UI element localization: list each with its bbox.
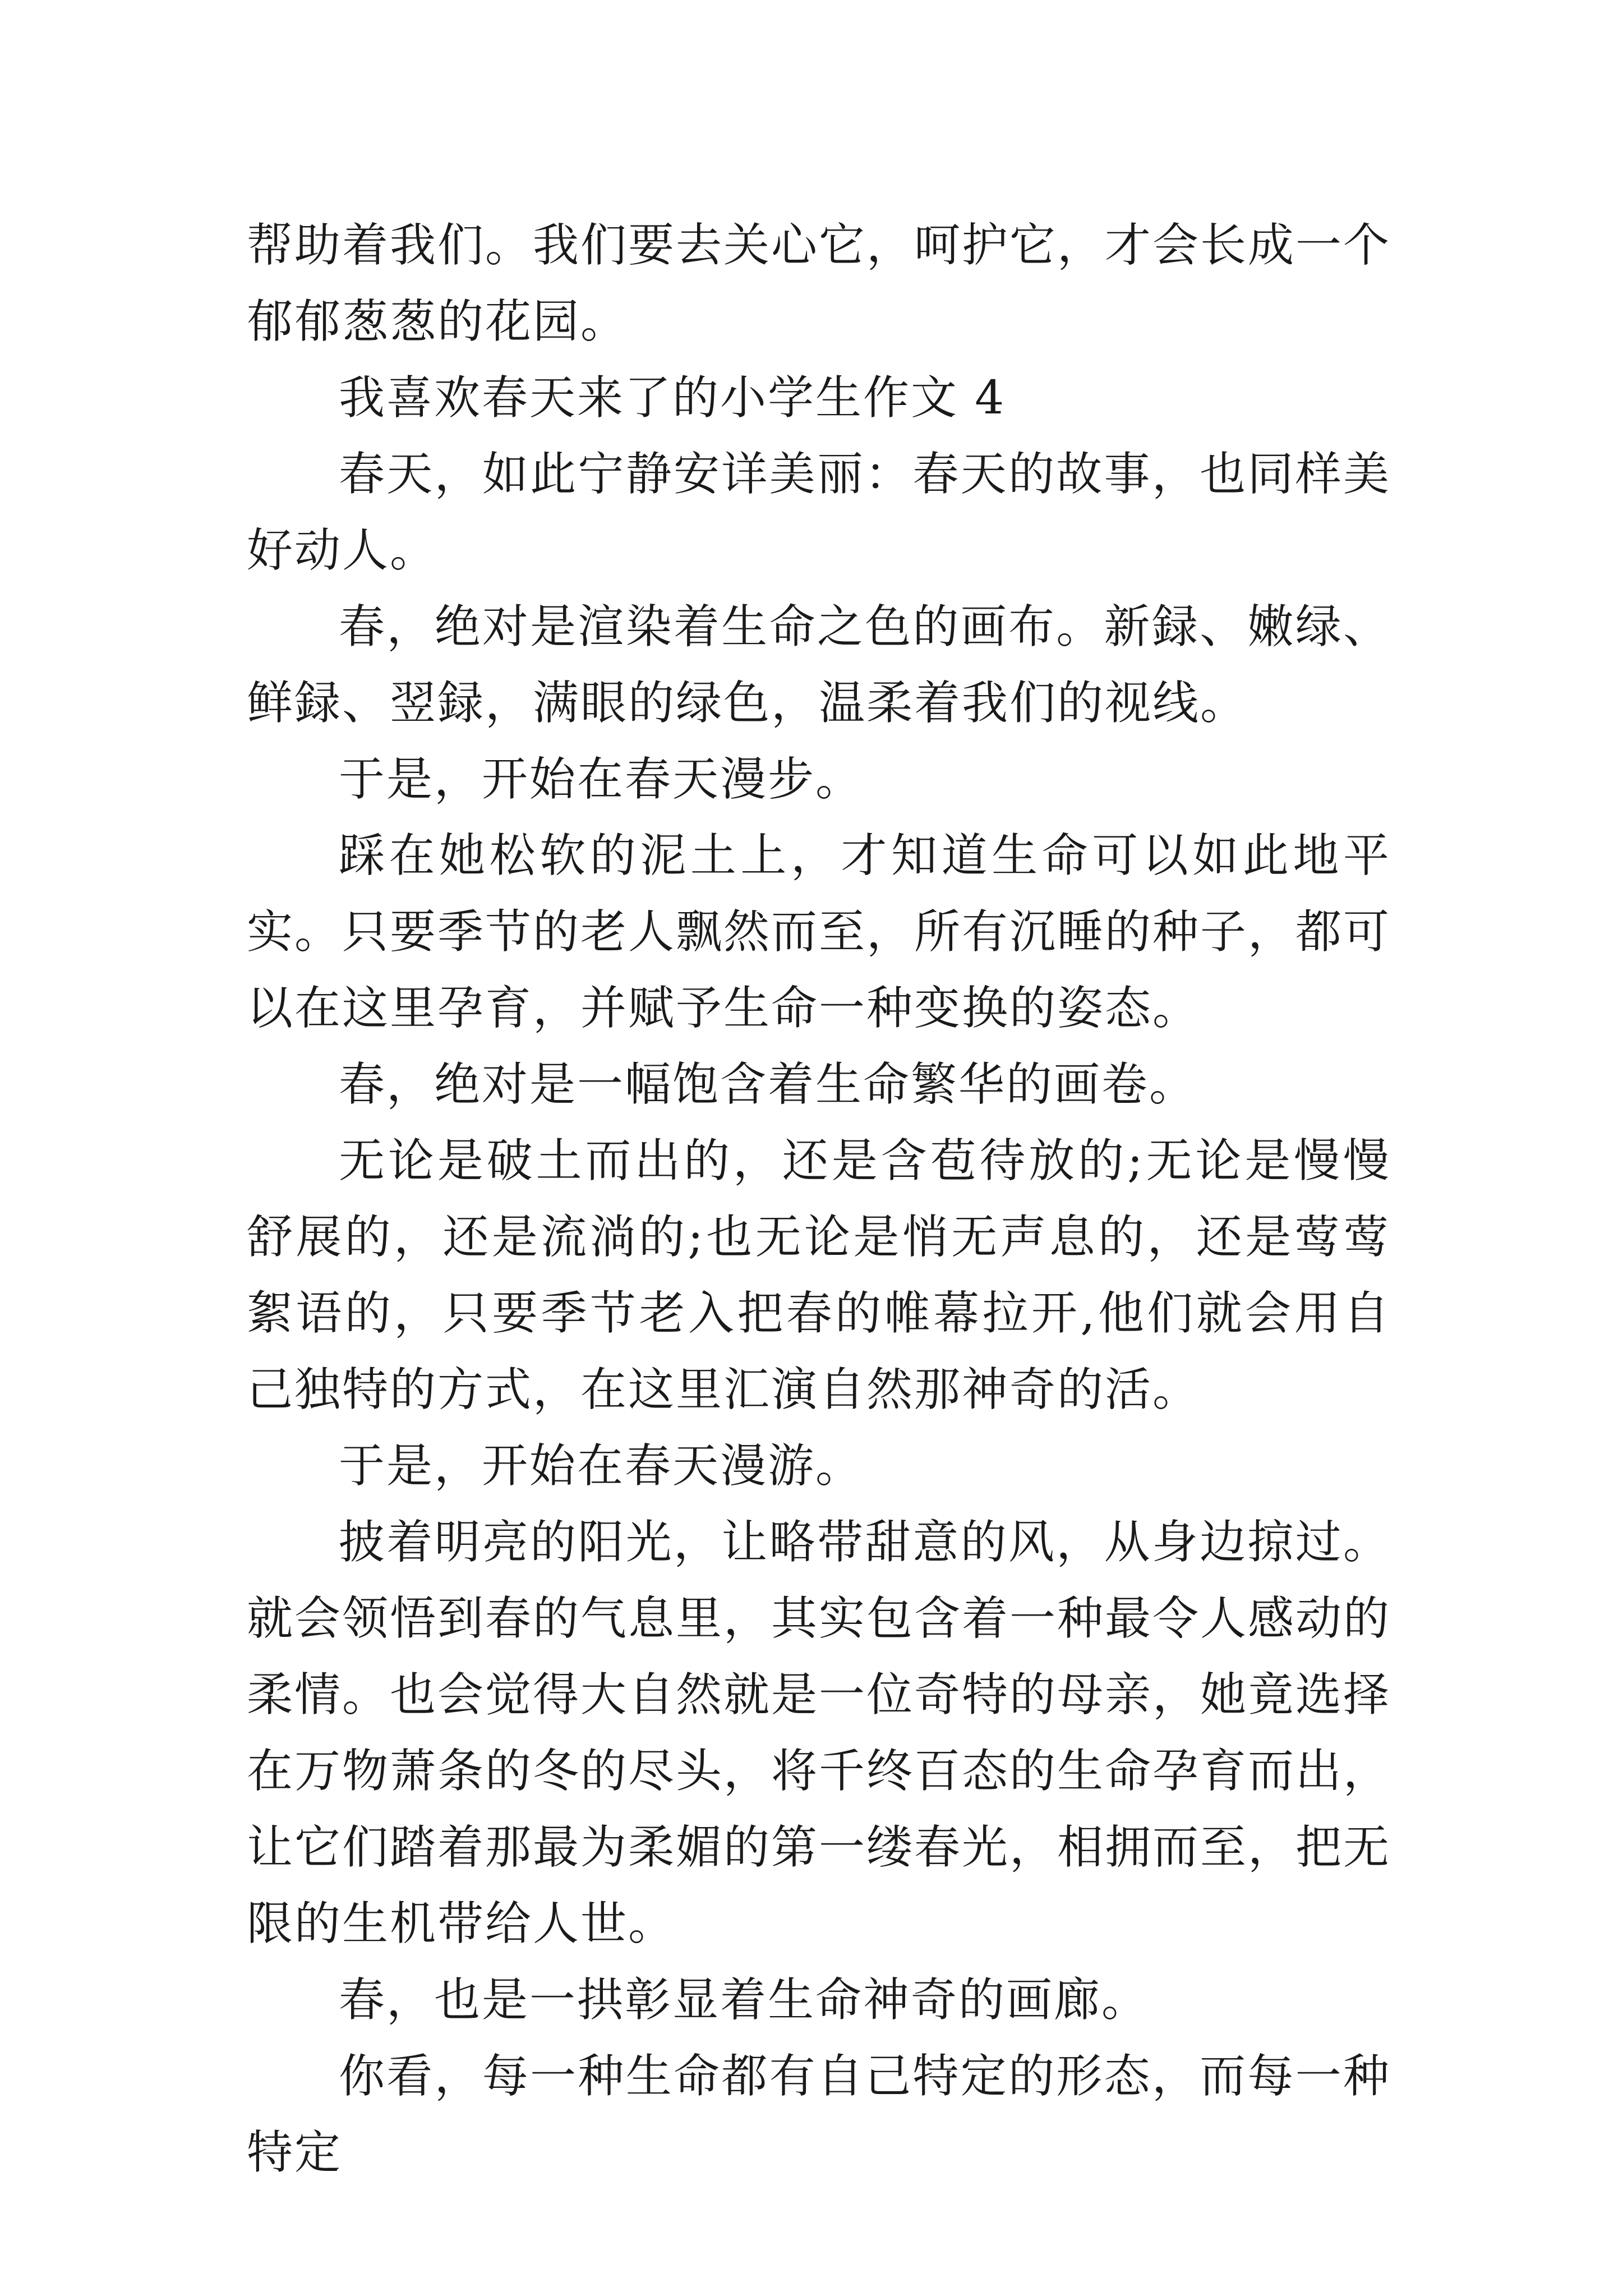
paragraph: 于是，开始在春天漫步。 bbox=[339, 753, 864, 806]
paragraph: 春，绝对是一幅饱含着生命繁华的画卷。 bbox=[339, 1058, 1197, 1111]
essay-title: 我喜欢春天来了的小学生作文 4 bbox=[339, 371, 1006, 425]
paragraph: 春，也是一拱彰显着生命神奇的画廊。 bbox=[339, 1973, 1150, 2027]
paragraph: 无论是破土而出的，还是含苞待放的;无论是慢慢舒展的，还是流淌的;也无论是悄无声息的，还是莺莺絮语的，只要季节老入把春的帷幕拉开,他们就会用自己独特的方式，在这里汇演自然那神奇的活。 bbox=[247, 1134, 1391, 1416]
paragraph: 春，绝对是渲染着生命之色的画布。新録、嫩绿、鲜録、翌録，满眼的绿色，温柔着我们的视线。 bbox=[247, 600, 1391, 730]
paragraph: 你看，每一种生命都有自己特定的形态，而每一种特定 bbox=[247, 2050, 1391, 2179]
paragraph: 于是，开始在春天漫游。 bbox=[339, 1439, 864, 1493]
paragraph: 踩在她松软的泥土上，才知道生命可以如此地平实。只要季节的老人飘然而至，所有沉睡的种子，都可以在这里孕育，并赋予生命一种变换的姿态。 bbox=[247, 829, 1391, 1035]
paragraph: 披着明亮的阳光，让略带甜意的风，从身边掠过。就会领悟到春的气息里，其实包含着一种最令人感动的柔情。也会觉得大自然就是一位奇特的母亲，她竟选择在万物萧条的冬的尽头，将千终百态的生命孕育而出，让它们踏着那最为柔媚的第一缕春光，相拥而至，把无限的生机带给人世。 bbox=[247, 1516, 1391, 1950]
paragraph: 春天，如此宁静安详美丽：春天的故事，也同样美好动人。 bbox=[247, 448, 1391, 577]
document-body bbox=[247, 208, 1391, 2191]
paragraph-continued: 帮助着我们。我们要去关心它，呵护它，才会长成一个郁郁葱葱的花园。 bbox=[247, 219, 1391, 348]
